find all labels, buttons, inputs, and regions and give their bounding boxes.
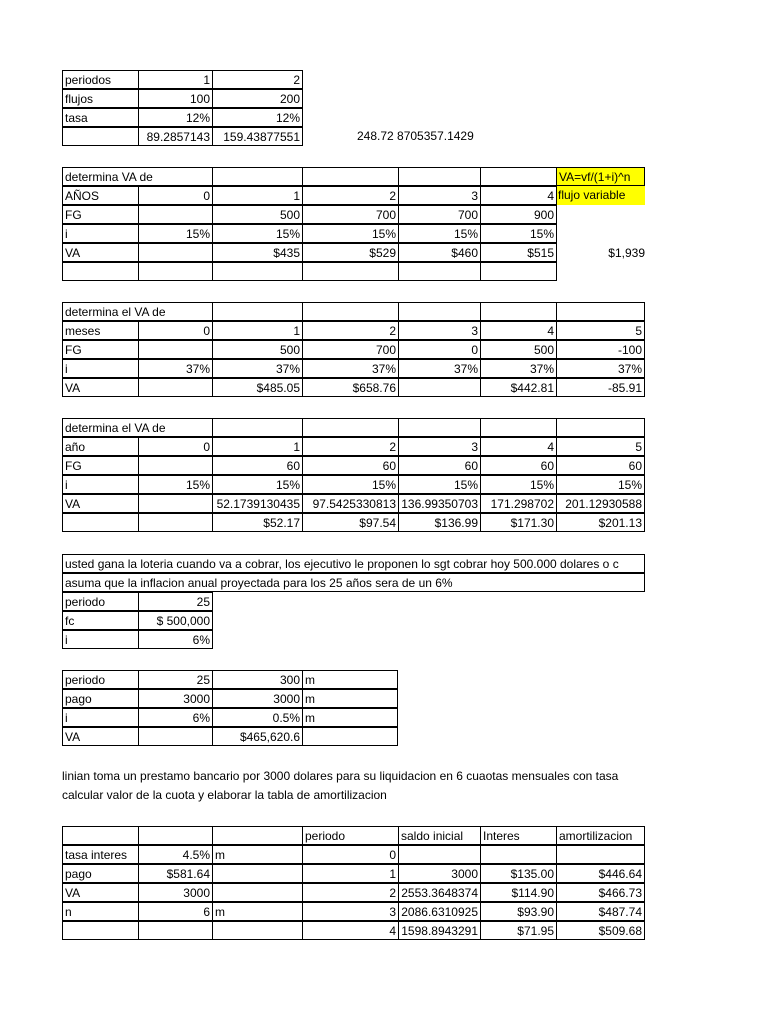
cell-label[interactable]: i: [62, 708, 139, 727]
cell-empty[interactable]: [212, 418, 303, 437]
cell-unit[interactable]: [212, 883, 303, 902]
cell-value[interactable]: 12%: [138, 108, 213, 127]
cell-value[interactable]: $136.99: [398, 513, 481, 532]
cell-value[interactable]: 4: [480, 437, 557, 456]
cell-label[interactable]: i: [62, 630, 139, 649]
cell-value[interactable]: 97.5425330813: [302, 494, 399, 513]
cell-value[interactable]: $658.76: [302, 378, 399, 397]
cell-empty[interactable]: [302, 167, 399, 186]
cell-label[interactable]: periodo: [62, 592, 139, 611]
cell-value[interactable]: [556, 845, 645, 864]
cell-value[interactable]: 37%: [138, 359, 213, 378]
cell-value[interactable]: 15%: [302, 475, 399, 494]
cell-value[interactable]: -85.91: [556, 378, 645, 397]
cell-value[interactable]: 5: [556, 321, 645, 340]
cell-value[interactable]: 1: [302, 864, 399, 883]
cell-empty[interactable]: [302, 302, 399, 321]
cell-empty[interactable]: [398, 418, 481, 437]
cell-label[interactable]: FG: [62, 456, 139, 475]
section-title[interactable]: determina VA de: [62, 167, 213, 186]
cell-value[interactable]: 1: [212, 186, 303, 205]
cell-value[interactable]: 4.5%: [138, 845, 213, 864]
column-header[interactable]: Interes: [480, 826, 557, 845]
cell-value[interactable]: 4: [480, 186, 557, 205]
cell-label[interactable]: i: [62, 359, 139, 378]
cell-label[interactable]: periodo: [62, 670, 139, 689]
cell-value[interactable]: $446.64: [556, 864, 645, 883]
cell-value[interactable]: 60: [302, 456, 399, 475]
cell-label[interactable]: fc: [62, 611, 139, 630]
cell-value[interactable]: 15%: [556, 475, 645, 494]
cell-value[interactable]: $201.13: [556, 513, 645, 532]
cell-value[interactable]: 5: [556, 437, 645, 456]
cell-unit[interactable]: m: [302, 708, 398, 727]
cell-value[interactable]: 37%: [556, 359, 645, 378]
cell-value[interactable]: 37%: [302, 359, 399, 378]
cell-unit[interactable]: [302, 727, 398, 746]
cell-value[interactable]: $487.74: [556, 902, 645, 921]
column-header[interactable]: saldo inicial: [398, 826, 481, 845]
cell-label[interactable]: FG: [62, 205, 139, 224]
cell-value[interactable]: 0: [138, 321, 213, 340]
cell-value[interactable]: 15%: [212, 475, 303, 494]
cell-value[interactable]: 3000: [138, 883, 213, 902]
cell-value[interactable]: 2086.6310925: [398, 902, 481, 921]
cell-value[interactable]: $515: [480, 243, 557, 262]
cell-value[interactable]: 3: [398, 186, 481, 205]
cell-label[interactable]: VA: [62, 378, 139, 397]
cell-value[interactable]: 6: [138, 902, 213, 921]
cell-value[interactable]: $93.90: [480, 902, 557, 921]
cell-value[interactable]: 15%: [480, 475, 557, 494]
cell-value[interactable]: 15%: [398, 475, 481, 494]
column-header[interactable]: amortilizacion: [556, 826, 645, 845]
cell-unit[interactable]: [212, 921, 303, 940]
cell-value[interactable]: 60: [480, 456, 557, 475]
cell-value[interactable]: 4: [302, 921, 399, 940]
cell-value[interactable]: 171.298702: [480, 494, 557, 513]
va-total[interactable]: $1,939: [608, 246, 645, 260]
cell-value[interactable]: 700: [302, 205, 399, 224]
cell-value[interactable]: 3: [302, 902, 399, 921]
cell-value[interactable]: [480, 845, 557, 864]
cell-empty[interactable]: [480, 167, 557, 186]
cell-value[interactable]: 201.12930588: [556, 494, 645, 513]
cell-value[interactable]: 700: [398, 205, 481, 224]
cell-value[interactable]: $529: [302, 243, 399, 262]
cell-value[interactable]: 500: [212, 205, 303, 224]
cell-label[interactable]: periodos: [62, 70, 139, 89]
cell-value[interactable]: 1598.8943291: [398, 921, 481, 940]
cell-value[interactable]: [398, 262, 481, 281]
cell-value[interactable]: 300: [212, 670, 303, 689]
problem-text-line[interactable]: usted gana la loteria cuando va a cobrar, los ejecutivo le proponen lo sgt cobrar hoy 500.000 dolares o c: [62, 554, 645, 573]
cell-empty[interactable]: [556, 302, 645, 321]
cell-value[interactable]: 2: [302, 321, 399, 340]
cell-value[interactable]: $466.73: [556, 883, 645, 902]
cell-label[interactable]: [62, 127, 139, 146]
cell-value[interactable]: 25: [138, 670, 213, 689]
cell-label[interactable]: VA: [62, 727, 139, 746]
cell-value[interactable]: $435: [212, 243, 303, 262]
cell-value[interactable]: [138, 205, 213, 224]
cell-value[interactable]: 2553.3648374: [398, 883, 481, 902]
flujo-variable-note[interactable]: flujo variable: [556, 186, 645, 205]
cell-unit[interactable]: m: [302, 689, 398, 708]
cell-value[interactable]: 15%: [302, 224, 399, 243]
cell-value[interactable]: 60: [212, 456, 303, 475]
cell-value[interactable]: 0.5%: [212, 708, 303, 727]
cell-value[interactable]: [138, 921, 213, 940]
cell-label[interactable]: i: [62, 224, 139, 243]
formula-note[interactable]: VA=vf/(1+i)^n: [556, 167, 645, 186]
cell-value[interactable]: 3: [398, 321, 481, 340]
cell-value[interactable]: 1: [212, 437, 303, 456]
cell-label[interactable]: FG: [62, 340, 139, 359]
cell-value[interactable]: 136.99350703: [398, 494, 481, 513]
cell-value[interactable]: 89.2857143: [138, 127, 213, 146]
cell-label[interactable]: flujos: [62, 89, 139, 108]
cell-label[interactable]: AÑOS: [62, 186, 139, 205]
cell-value[interactable]: [138, 340, 213, 359]
cell-value[interactable]: 2: [302, 186, 399, 205]
cell-value[interactable]: 37%: [480, 359, 557, 378]
cell-value[interactable]: [138, 378, 213, 397]
cell-value[interactable]: [480, 262, 557, 281]
cell-label[interactable]: [62, 921, 139, 940]
cell-value[interactable]: [212, 262, 303, 281]
cell-value[interactable]: $135.00: [480, 864, 557, 883]
cell-label[interactable]: [62, 262, 139, 281]
cell-value[interactable]: 2: [212, 70, 303, 89]
problem-text-line[interactable]: calcular valor de la cuota y elaborar la tabla de amortilizacion: [62, 788, 387, 802]
cell-label[interactable]: i: [62, 475, 139, 494]
cell-value[interactable]: 3: [398, 437, 481, 456]
cell-value[interactable]: 2: [302, 883, 399, 902]
column-header[interactable]: [212, 826, 303, 845]
cell-label[interactable]: VA: [62, 494, 139, 513]
section-title[interactable]: determina el VA de: [62, 302, 213, 321]
column-header[interactable]: periodo: [302, 826, 399, 845]
cell-value[interactable]: $171.30: [480, 513, 557, 532]
cell-label[interactable]: año: [62, 437, 139, 456]
cell-value[interactable]: 700: [302, 340, 399, 359]
cell-value[interactable]: 52.1739130435: [212, 494, 303, 513]
cell-value[interactable]: 900: [480, 205, 557, 224]
cell-value[interactable]: 60: [556, 456, 645, 475]
cell-label[interactable]: pago: [62, 864, 139, 883]
cell-unit[interactable]: m: [212, 902, 303, 921]
cell-value[interactable]: 2: [302, 437, 399, 456]
cell-value[interactable]: 15%: [138, 475, 213, 494]
cell-value[interactable]: 15%: [212, 224, 303, 243]
cell-value[interactable]: [138, 262, 213, 281]
cell-value[interactable]: 15%: [398, 224, 481, 243]
section-title[interactable]: determina el VA de: [62, 418, 213, 437]
cell-value[interactable]: [138, 243, 213, 262]
cell-value[interactable]: -100: [556, 340, 645, 359]
cell-value[interactable]: $509.68: [556, 921, 645, 940]
cell-label[interactable]: [62, 513, 139, 532]
cell-empty[interactable]: [398, 302, 481, 321]
cell-value[interactable]: $ 500,000: [138, 611, 213, 630]
cell-label[interactable]: meses: [62, 321, 139, 340]
cell-empty[interactable]: [212, 302, 303, 321]
cell-value[interactable]: 3000: [398, 864, 481, 883]
cell-value[interactable]: 3000: [212, 689, 303, 708]
cell-value[interactable]: 3000: [138, 689, 213, 708]
cell-unit[interactable]: [212, 864, 303, 883]
cell-value[interactable]: 0: [138, 437, 213, 456]
cell-value[interactable]: $581.64: [138, 864, 213, 883]
cell-empty[interactable]: [302, 418, 399, 437]
cell-empty[interactable]: [398, 167, 481, 186]
cell-value[interactable]: $460: [398, 243, 481, 262]
cell-value[interactable]: 4: [480, 321, 557, 340]
cell-value[interactable]: $485.05: [212, 378, 303, 397]
cell-label[interactable]: pago: [62, 689, 139, 708]
cell-value[interactable]: [138, 513, 213, 532]
cell-value[interactable]: 25: [138, 592, 213, 611]
cell-value[interactable]: 0: [302, 845, 399, 864]
cell-value[interactable]: 159.43877551: [212, 127, 303, 146]
cell-extra-text[interactable]: 248.72 8705357.1429: [357, 129, 474, 143]
cell-label[interactable]: n: [62, 902, 139, 921]
cell-value[interactable]: 15%: [138, 224, 213, 243]
cell-value[interactable]: $442.81: [480, 378, 557, 397]
cell-value[interactable]: 0: [398, 340, 481, 359]
cell-value[interactable]: 500: [212, 340, 303, 359]
cell-empty[interactable]: [212, 167, 303, 186]
cell-value[interactable]: 12%: [212, 108, 303, 127]
cell-value[interactable]: 60: [398, 456, 481, 475]
column-header[interactable]: [62, 826, 139, 845]
cell-value[interactable]: [398, 845, 481, 864]
cell-unit[interactable]: m: [212, 845, 303, 864]
cell-value[interactable]: 1: [138, 70, 213, 89]
cell-value[interactable]: [138, 456, 213, 475]
cell-value[interactable]: 37%: [398, 359, 481, 378]
cell-value[interactable]: $465,620.6: [212, 727, 303, 746]
cell-value[interactable]: $97.54: [302, 513, 399, 532]
cell-value[interactable]: $71.95: [480, 921, 557, 940]
cell-value[interactable]: 1: [212, 321, 303, 340]
cell-value[interactable]: 15%: [480, 224, 557, 243]
cell-value[interactable]: $52.17: [212, 513, 303, 532]
cell-label[interactable]: tasa: [62, 108, 139, 127]
cell-value[interactable]: 37%: [212, 359, 303, 378]
cell-empty[interactable]: [556, 418, 645, 437]
cell-value[interactable]: 200: [212, 89, 303, 108]
cell-unit[interactable]: m: [302, 670, 398, 689]
column-header[interactable]: [138, 826, 213, 845]
cell-value[interactable]: [302, 262, 399, 281]
cell-label[interactable]: VA: [62, 243, 139, 262]
cell-value[interactable]: [138, 494, 213, 513]
cell-value[interactable]: 6%: [138, 708, 213, 727]
cell-empty[interactable]: [480, 418, 557, 437]
cell-value[interactable]: 500: [480, 340, 557, 359]
cell-value[interactable]: [398, 378, 481, 397]
cell-value[interactable]: 6%: [138, 630, 213, 649]
problem-text-line[interactable]: asuma que la inflacion anual proyectada para los 25 años sera de un 6%: [62, 573, 645, 592]
cell-label[interactable]: tasa interes: [62, 845, 139, 864]
cell-value[interactable]: [138, 727, 213, 746]
cell-value[interactable]: 0: [138, 186, 213, 205]
cell-value[interactable]: $114.90: [480, 883, 557, 902]
cell-empty[interactable]: [480, 302, 557, 321]
cell-value[interactable]: 100: [138, 89, 213, 108]
cell-label[interactable]: VA: [62, 883, 139, 902]
problem-text-line[interactable]: linian toma un prestamo bancario por 3000 dolares para su liquidacion en 6 cuaotas mensuales con tasa: [62, 769, 619, 783]
